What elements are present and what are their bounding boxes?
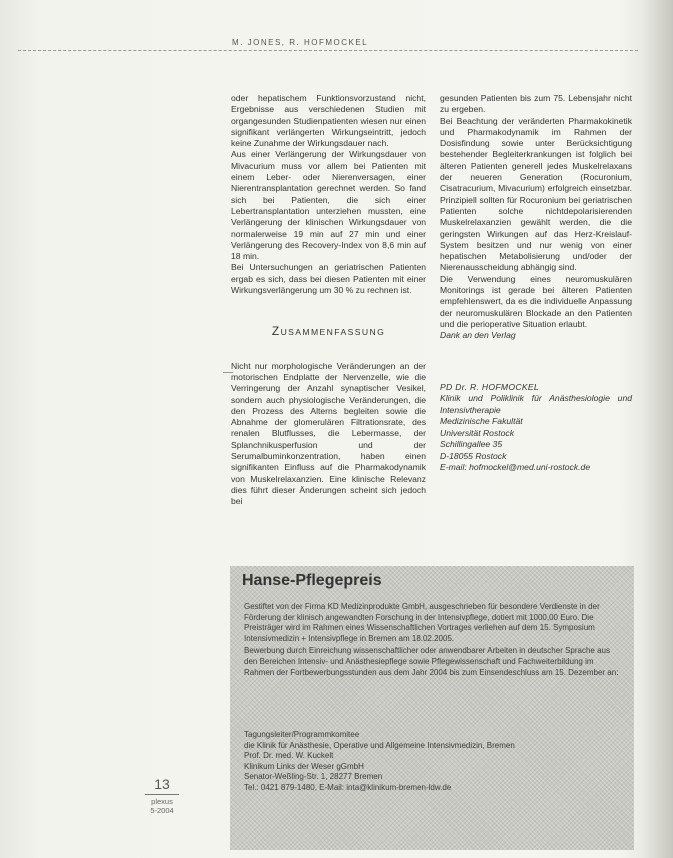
margin-mark: [223, 372, 233, 373]
announcement-paragraph: Bewerbung durch Einreichung wissenschaftlicher oder anwendbarer Arbeiten in deutscher Sprache aus den Bereichen Intensiv- und Anästhesiepflege sowie Pflegewissenschaft und Fachweiterbildung im Rahmen der Fortbewerbungsstunden aus dem Jahr 2004 bis zum Einsendeschluss am 15. Dezember an:: [244, 646, 619, 677]
left-paragraph: oder hepatischem Funktionsvorzustand nicht, Ergebnisse aus verschiedenen Studien mit organgesunden Studienpatienten wiesen nur einen signifikant verlängerten Wirkungseintritt, jedoch keine Zunahme der Wirkungsdauer nach.: [231, 93, 426, 149]
address-line: Schillingallee 35: [440, 439, 503, 450]
address-line: Universität Rostock: [440, 427, 515, 438]
contact-line: Klinikum Links der Weser gGmbH: [244, 761, 364, 771]
contact-line: Prof. Dr. med. W. Kuckelt: [244, 751, 334, 760]
left-column: [231, 93, 426, 508]
right-paragraph: gesunden Patienten bis zum 75. Lebensjahr nicht zu ergeben.: [440, 93, 632, 115]
contact-line: Tel.: 0421 879-1480, E-Mail: inta@klinikum-bremen-ldw.de: [244, 782, 452, 792]
acknowledgement: Dank an den Verlag: [440, 330, 516, 341]
page-fold-shadow: [643, 0, 673, 858]
contact-line: Tagungsleiter/Programmkomitee: [244, 730, 360, 739]
section-title-initial: Z: [271, 324, 281, 339]
running-head: M. JONES, R. HOFMOCKEL: [232, 38, 369, 47]
email-line: E-mail: hofmockel@med.uni-rostock.de: [440, 462, 591, 473]
journal-name: plexus: [151, 797, 173, 806]
page-number: 13: [154, 776, 170, 792]
address-line: D-18055 Rostock: [440, 450, 507, 461]
announcement-box: [230, 566, 634, 850]
address-line: Klinik und Poliklinik für Anästhesiologie und Intensivtherapie: [440, 393, 632, 415]
header-rule: [18, 50, 638, 51]
journal-number: 5-2004: [150, 806, 174, 815]
announcement-paragraph: Gestiftet von der Firma KD Medizinprodukte GmbH, ausgeschrieben für besondere Verdienste in der Förderung der klinisch angewandten Forschung in der Intensivpflege, dotiert mit 1000,00 Euro. Die Preisträger wird im Rahmen eines Wissenschaftlichen Vortrages verliehen auf dem 15. Symposium Intensivmedizin + Intensivpflege in Bremen am 18.02.2005.: [244, 602, 600, 643]
right-paragraph: Die Verwendung eines neuromuskulären Monitorings ist gerade bei älteren Patienten empfehlenswert, da es die individuelle Anpassung der neuromuskulären Blockade an den Patienten und die perioperative Situation erlaubt.: [440, 273, 632, 329]
author-address: [440, 382, 632, 474]
announcement-contact: [244, 730, 624, 793]
section-title-rest: USAMMENFASSUNG: [280, 327, 386, 338]
section-title: [231, 326, 426, 338]
left-paragraph: Aus einer Verlängerung der Wirkungsdauer von Mivacurium muss vor allem bei Patienten mit einem Leber- oder Nierenversagen, einer Nierentransplantation gerechnet werden. So fand sich bei Patienten, die sich einer Lebertransplantation unterziehen mussten, eine Verlängerung der klinischen Wirkungsdauer von normalerweise 19 min auf 27 min und einer Verlängerung des Recovery-Index von 8,6 min auf 18 min.: [231, 149, 426, 262]
announcement-text: [244, 602, 624, 680]
left-paragraph: Bei Untersuchungen an geriatrischen Patienten ergab es sich, dass bei diesen Patienten mit einer Wirkungsverlängerung um 30 % zu rechnen ist.: [231, 262, 426, 296]
address-line: Medizinische Fakultät: [440, 416, 523, 427]
journal-issue: [145, 794, 179, 815]
contact-line: Senator-Weßling-Str. 1, 28277 Bremen: [244, 772, 383, 781]
right-column: [440, 93, 632, 474]
summary-paragraph: Nicht nur morphologische Veränderungen an der motorischen Endplatte der Nervenzelle, wie die Verringerung der Anzahl synaptischer Vesikel, sondern auch physiologische Veränderungen, die den Prozess des Alterns begleiten sowie die Abnahme der glomerulären Filtrationsrate, des renalen Blutflusses, die Lebermasse, der Splanchnikusperfusion und der Serumalbuminkonzentration, haben einen signifikanten Einfluss auf die Pharmakodynamik von Muskelrelaxanzien. Eine klinische Relevanz dies führt dieser Änderungen scheint sich jedoch bei: [231, 360, 426, 507]
author-name: PD Dr. R. HOFMOCKEL: [440, 381, 539, 392]
contact-line: die Klinik für Anästhesie, Operative und Allgemeine Intensivmedizin, Bremen: [244, 740, 515, 750]
right-paragraph: Bei Beachtung der veränderten Pharmakokinetik und Pharmakodynamik im Rahmen der Dosisfindung sowie unter Berücksichtigung bestehender Begleiterkrankungen ist folglich bei älteren Patienten generell jedes Muskelrelaxans der neueren Generation (Rocuronium, Cisatracurium, Mivacurium) erfolgreich einsetzbar. Prinzipiell sollten für Rocuronium bei geriatrischen Patienten solche nichtdepolarisierenden Muskelrelaxanzien gewählt werden, die die geringsten Wirkungen auf das Herz-Kreislauf-System besitzen und nur wenig von einer hepatischen Metabolisierung und/oder der Nierenausscheidung abhängig sind.: [440, 115, 632, 273]
announcement-title: Hanse-Pflegepreis: [242, 572, 382, 589]
